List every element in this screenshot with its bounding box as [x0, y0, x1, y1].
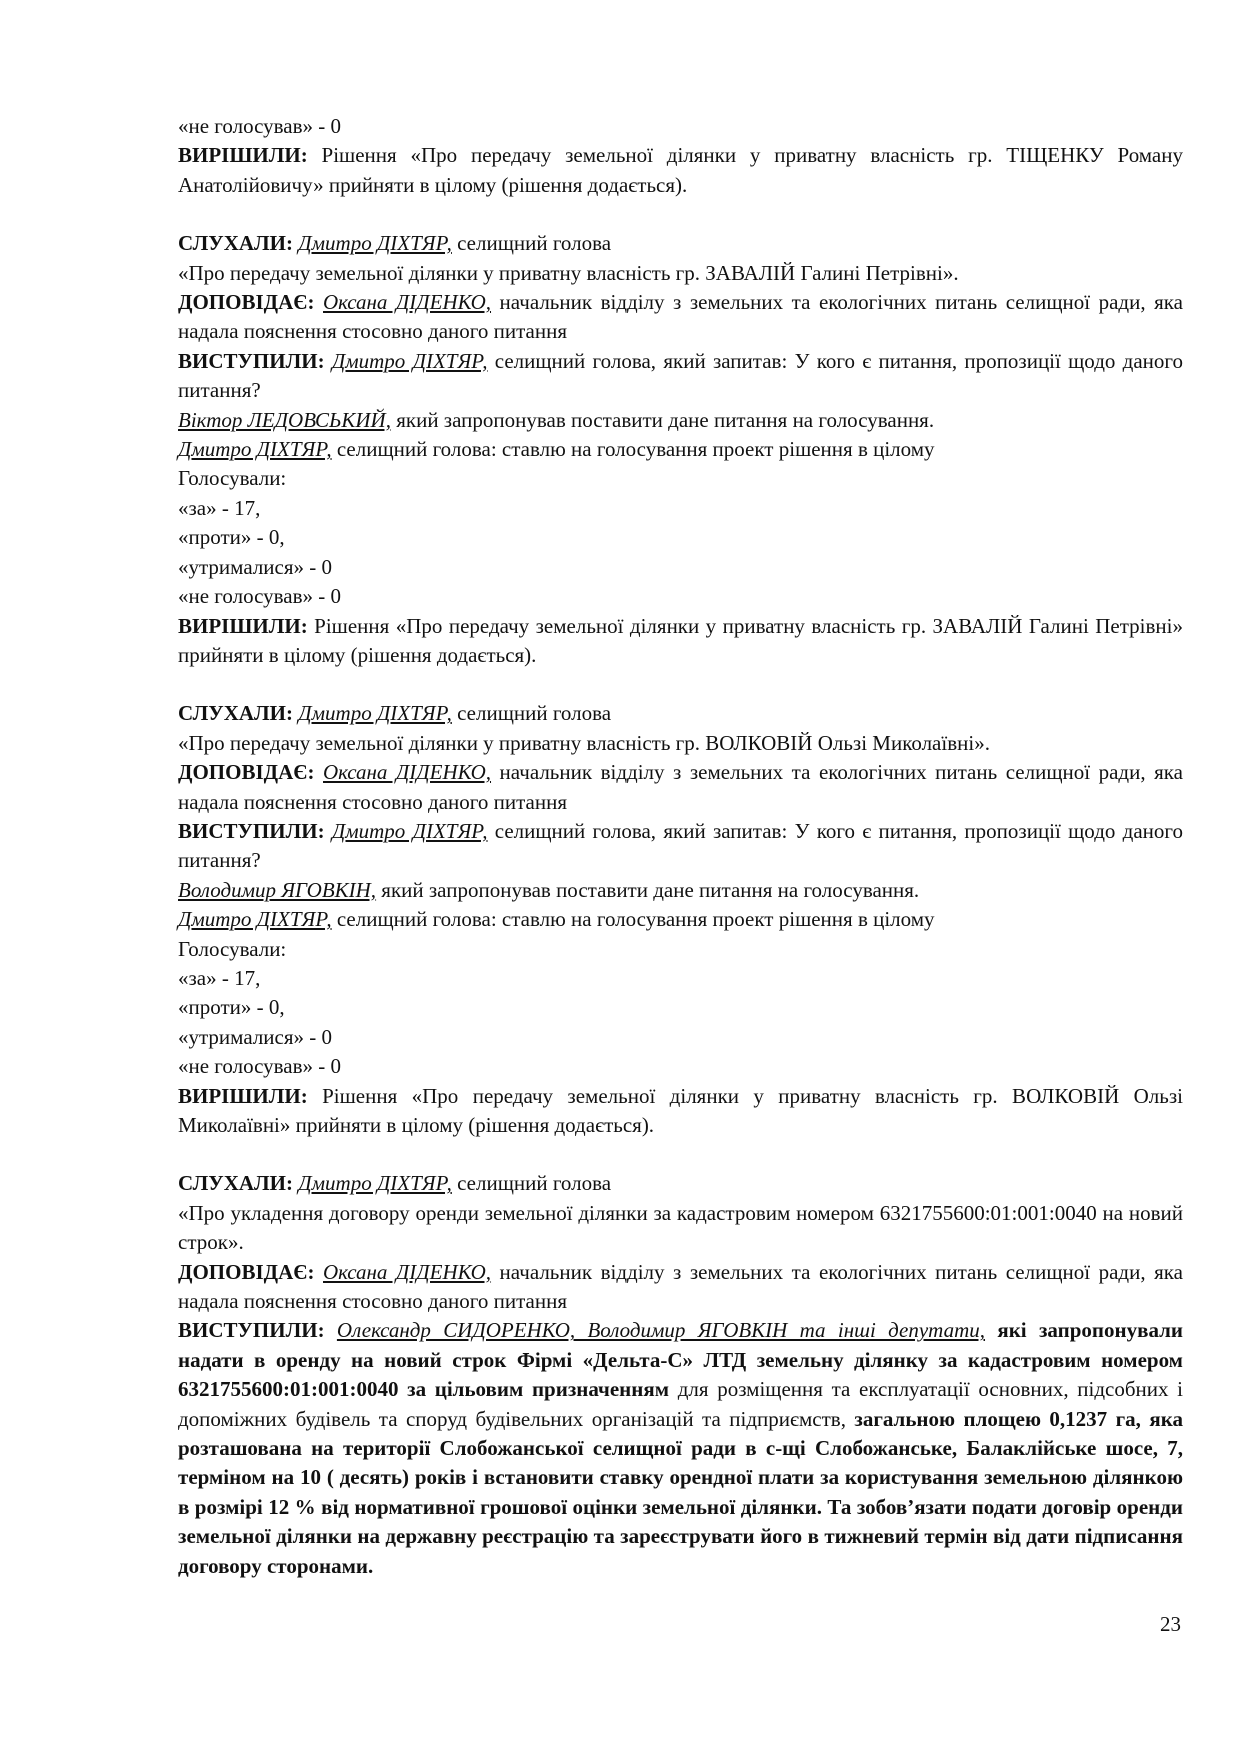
decision-label: ВИРІШИЛИ:: [178, 143, 308, 168]
report-text: начальник відділу з земельних та екологічних питань селищної ради, яка надала пояснення стосовно даного питання: [178, 1259, 1183, 1314]
heard-label: СЛУХАЛИ:: [178, 1171, 294, 1196]
decision-text: Рішення «Про передачу земельної ділянки у приватну власність гр. ВОЛКОВІЙ Ользі Миколаївні» прийняти в цілому (рішення додається).: [178, 1083, 1183, 1137]
agenda-item-lease: [178, 1169, 1183, 1581]
heard-line: [178, 699, 1183, 728]
spoke-paragraph: [178, 1316, 1183, 1581]
vote-abstain: «утрималися» - 0: [178, 1024, 333, 1049]
spoke-name: Дмитро ДІХТЯР,: [331, 348, 488, 373]
decision-label: ВИРІШИЛИ:: [178, 613, 308, 638]
decision-text: Рішення «Про передачу земельної ділянки у приватну власність гр. ЗАВАЛІЙ Галині Петрівні» прийняти в цілому (рішення додається).: [178, 613, 1183, 667]
report-label: ДОПОВІДАЄ:: [178, 1259, 315, 1284]
decision-paragraph: [178, 141, 1183, 200]
spoke-text: селищний голова, який запитав: У кого є питання, пропозиції щодо даного питання?: [178, 348, 1184, 403]
vote-heading: Голосували:: [178, 466, 287, 491]
reporter-name: Оксана ДІДЕНКО,: [323, 1259, 492, 1284]
chair-line: [178, 435, 1183, 464]
speaker-name: Дмитро ДІХТЯР,: [298, 701, 452, 726]
vote-heading: Голосували:: [178, 936, 287, 961]
spoke-name: Дмитро ДІХТЯР,: [331, 818, 488, 843]
chair-line: [178, 905, 1183, 934]
decision-paragraph: [178, 1082, 1183, 1141]
spoke-text-c: загальною площею 0,1237 га, яка розташована на території Слобожанської селищної ради в с-щі Слобожанське, Балаклійське шосе, 7, терміном на 10 ( десять) років і встановити ставку орендної плати за користування земельною ділянкою в розмірі 12 % від нормативної грошової оцінки земельної ділянки. Та зобов’язати подати договір оренди земельної ділянки на державну реєстрацію та зареєструвати його в тижневий термін від дати підписання договору сторонами.: [178, 1406, 1183, 1578]
heard-label: СЛУХАЛИ:: [178, 231, 294, 256]
document-page: [178, 112, 1183, 1581]
reporter-name: Оксана ДІДЕНКО,: [323, 760, 492, 785]
spoke-name: Олександр СИДОРЕНКО, Володимир ЯГОВКІН та інші депутати,: [336, 1318, 986, 1343]
speaker-name: Дмитро ДІХТЯР,: [298, 231, 452, 256]
vote-for: «за» - 17,: [178, 495, 261, 520]
proposal-line: [178, 406, 1183, 435]
heard-line: [178, 229, 1183, 258]
agenda-item-volkoviy: [178, 699, 1183, 1140]
proposer-name: Володимир ЯГОВКІН,: [178, 877, 377, 902]
spoke-label: ВИСТУПИЛИ:: [178, 348, 325, 373]
proposal-text: який запропонував поставити дане питання на голосування.: [376, 877, 920, 902]
topic-line: «Про передачу земельної ділянки у приватну власність гр. ВОЛКОВІЙ Ользі Миколаївні».: [178, 730, 990, 755]
speaker-role: селищний голова: [451, 1171, 612, 1196]
speaker-role: селищний голова: [451, 701, 612, 726]
report-label: ДОПОВІДАЄ:: [178, 290, 315, 315]
vote-abstain: «утрималися» - 0: [178, 554, 333, 579]
spoke-paragraph: [178, 817, 1183, 876]
heard-line: [178, 1169, 1183, 1198]
vote-against: «проти» - 0,: [178, 525, 285, 550]
spoke-text-a: які запропонували надати в оренду на новий строк Фірмі «Дельта-С» ЛТД земельну ділянку за кадастровим номером 6321755600:01:001:0040 за цільовим призначенням: [178, 1318, 1184, 1402]
vote-against: «проти» - 0,: [178, 995, 285, 1020]
chair-name: Дмитро ДІХТЯР,: [178, 907, 332, 932]
agenda-item-zavaliy: [178, 229, 1183, 670]
proposal-line: [178, 876, 1183, 905]
spoke-label: ВИСТУПИЛИ:: [178, 1318, 325, 1343]
heard-label: СЛУХАЛИ:: [178, 701, 294, 726]
decision-label: ВИРІШИЛИ:: [178, 1083, 308, 1108]
spoke-text: селищний голова, який запитав: У кого є питання, пропозиції щодо даного питання?: [178, 818, 1184, 873]
reporter-name: Оксана ДІДЕНКО,: [323, 290, 492, 315]
report-paragraph: [178, 288, 1183, 347]
vote-for: «за» - 17,: [178, 965, 261, 990]
vote-not-voted: «не голосував» - 0: [178, 114, 342, 138]
decision-text: Рішення «Про передачу земельної ділянки у приватну власність гр. ТІЩЕНКУ Роману Анатолійовичу» прийняти в цілому (рішення додається).: [178, 143, 1183, 197]
topic-line: «Про укладення договору оренди земельної ділянки за кадастровим номером 6321755600:01:001:0040 на новий строк».: [178, 1200, 1183, 1255]
vote-not-voted: «не голосував» - 0: [178, 584, 342, 609]
proposer-name: Віктор ЛЕДОВСЬКИЙ,: [178, 407, 391, 432]
report-text: начальник відділу з земельних та екологічних питань селищної ради, яка надала пояснення стосовно даного питання: [178, 290, 1183, 344]
chair-name: Дмитро ДІХТЯР,: [178, 437, 332, 462]
speaker-role: селищний голова: [451, 231, 612, 256]
report-paragraph: [178, 1258, 1183, 1317]
spoke-label: ВИСТУПИЛИ:: [178, 818, 325, 843]
topic-line: «Про передачу земельної ділянки у приватну власність гр. ЗАВАЛІЙ Галині Петрівні».: [178, 260, 959, 285]
spoke-paragraph: [178, 347, 1183, 406]
chair-text: селищний голова: ставлю на голосування проект рішення в цілому: [331, 437, 935, 462]
chair-text: селищний голова: ставлю на голосування проект рішення в цілому: [331, 907, 935, 932]
speaker-name: Дмитро ДІХТЯР,: [298, 1171, 452, 1196]
decision-paragraph: [178, 612, 1183, 671]
report-label: ДОПОВІДАЄ:: [178, 760, 315, 785]
page-number: 23: [1160, 1612, 1181, 1636]
report-paragraph: [178, 758, 1183, 817]
vote-not-voted: «не голосував» - 0: [178, 1054, 342, 1079]
spoke-text-b: для розміщення та експлуатації основних, підсобних і допоміжних будівель та споруд будівельних організацій та підприємств,: [178, 1377, 1183, 1431]
proposal-text: який запропонував поставити дане питання на голосування.: [390, 407, 935, 432]
report-text: начальник відділу з земельних та екологічних питань селищної ради, яка надала пояснення стосовно даного питання: [178, 760, 1183, 814]
